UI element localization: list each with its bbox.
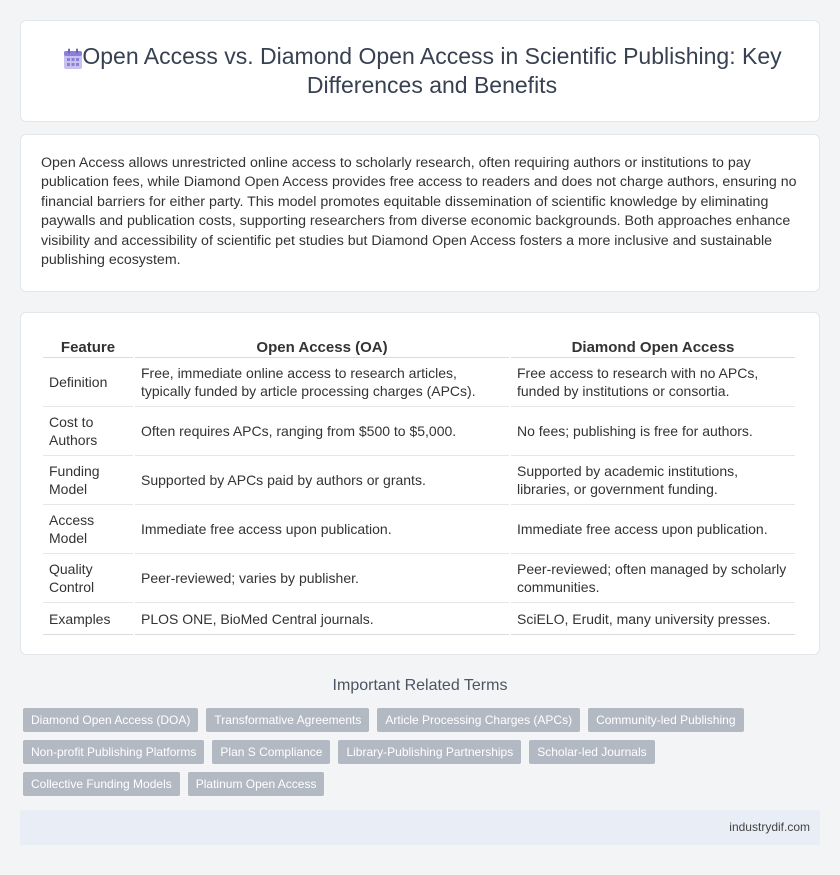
table-cell-diamond: Peer-reviewed; often managed by scholarly communities. (511, 554, 795, 603)
table-cell-oa: Often requires APCs, ranging from $500 to $5,000. (135, 407, 509, 456)
table-cell-oa: Free, immediate online access to research articles, typically funded by article processing charges (APCs). (135, 358, 509, 407)
intro-paragraph: Open Access allows unrestricted online access to scholarly research, often requiring authors or institutions to pay publication fees, while Diamond Open Access provides free access to readers and does not charge authors, ensuring no financial barriers for either party. This model promotes equitable dissemination of scientific knowledge by eliminating paywalls and publication costs, supporting researchers from diverse economic backgrounds. Both approaches enhance visibility and accessibility of scientific pet studies but Diamond Open Access fosters a more inclusive and sustainable publishing ecosystem. (41, 155, 797, 269)
tag-non-profit-publishing-platforms[interactable]: Non-profit Publishing Platforms (23, 740, 204, 764)
table-header-row (43, 333, 795, 358)
table-row (43, 358, 795, 407)
comparison-table (41, 333, 797, 635)
table-cell-feature: Quality Control (43, 554, 133, 603)
tag-plan-s-compliance[interactable]: Plan S Compliance (212, 740, 330, 764)
tag-diamond-open-access[interactable]: Diamond Open Access (DOA) (23, 708, 198, 732)
table-cell-feature: Examples (43, 603, 133, 635)
column-header-diamond-open-access: Diamond Open Access (511, 333, 795, 358)
table-cell-diamond: Free access to research with no APCs, funded by institutions or consortia. (511, 358, 795, 407)
tag-library-publishing-partnerships[interactable]: Library-Publishing Partnerships (338, 740, 521, 764)
table-cell-diamond: Supported by academic institutions, libraries, or government funding. (511, 456, 795, 505)
table-row (43, 505, 795, 554)
intro-card (20, 134, 820, 292)
table-cell-feature: Funding Model (43, 456, 133, 505)
footer-site-link[interactable]: industrydif.com (729, 820, 810, 834)
table-row (43, 456, 795, 505)
table-cell-oa: Immediate free access upon publication. (135, 505, 509, 554)
table-cell-feature: Access Model (43, 505, 133, 554)
tag-collective-funding-models[interactable]: Collective Funding Models (23, 772, 180, 796)
table-cell-oa: PLOS ONE, BioMed Central journals. (135, 603, 509, 635)
tag-platinum-open-access[interactable]: Platinum Open Access (188, 772, 325, 796)
table-cell-oa: Peer-reviewed; varies by publisher. (135, 554, 509, 603)
related-terms-title: Important Related Terms (332, 677, 508, 694)
table-row (43, 554, 795, 603)
tag-article-processing-charges[interactable]: Article Processing Charges (APCs) (377, 708, 580, 732)
table-cell-feature: Definition (43, 358, 133, 407)
tag-scholar-led-journals[interactable]: Scholar-led Journals (529, 740, 654, 764)
page-title: Open Access vs. Diamond Open Access in Scientific Publishing: Key Differences and Benefits (82, 43, 782, 98)
column-header-feature: Feature (43, 333, 133, 358)
table-cell-diamond: SciELO, Erudit, many university presses. (511, 603, 795, 635)
footer (20, 810, 820, 845)
table-cell-feature: Cost to Authors (43, 407, 133, 456)
related-terms-tags (23, 708, 823, 804)
comparison-table-card (20, 312, 820, 655)
table-row (43, 603, 795, 635)
tag-transformative-agreements[interactable]: Transformative Agreements (206, 708, 369, 732)
table-cell-oa: Supported by APCs paid by authors or grants. (135, 456, 509, 505)
header-card (20, 20, 820, 122)
tag-community-led-publishing[interactable]: Community-led Publishing (588, 708, 743, 732)
table-cell-diamond: No fees; publishing is free for authors. (511, 407, 795, 456)
table-cell-diamond: Immediate free access upon publication. (511, 505, 795, 554)
column-header-open-access: Open Access (OA) (135, 333, 509, 358)
table-row (43, 407, 795, 456)
